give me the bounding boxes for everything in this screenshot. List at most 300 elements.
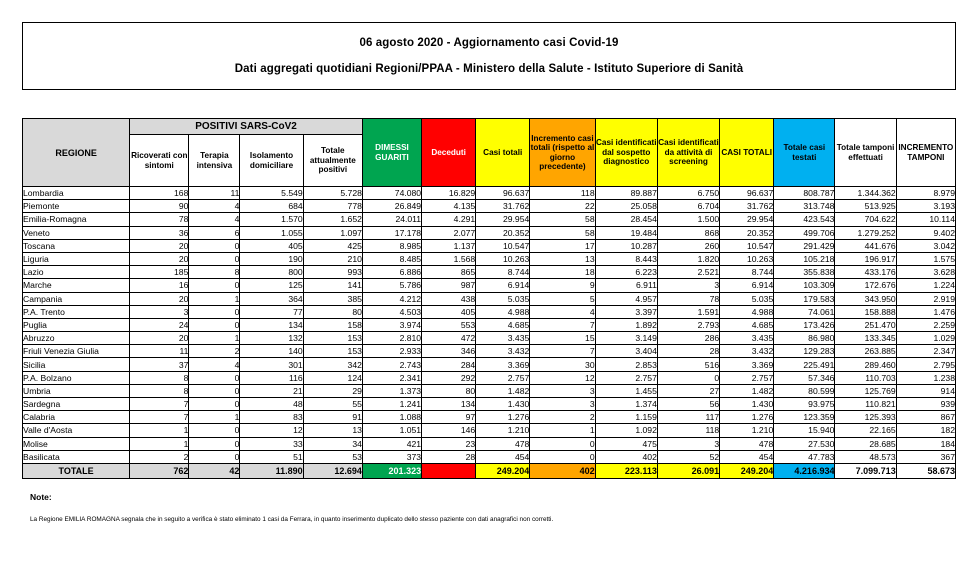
cell-value: 2	[130, 450, 189, 463]
cell-value: 1.159	[595, 411, 657, 424]
cell-value: 0	[530, 437, 595, 450]
notes-title: Note:	[30, 492, 52, 502]
cell-value: 5.786	[362, 279, 421, 292]
cell-value: 210	[303, 252, 362, 265]
cell-value: 134	[422, 398, 476, 411]
cell-value: 364	[240, 292, 303, 305]
cell-value: 939	[896, 398, 955, 411]
cell-value: 96.637	[720, 187, 774, 200]
cell-value: 153	[303, 332, 362, 345]
cell-value: 286	[657, 332, 719, 345]
cell-total-value: 26.091	[657, 463, 719, 478]
cell-value: 1.373	[362, 384, 421, 397]
cell-value: 4	[189, 358, 240, 371]
cell-value: 5.035	[720, 292, 774, 305]
header-deceduti: Deceduti	[422, 119, 476, 187]
cell-value: 1.088	[362, 411, 421, 424]
cell-value: 373	[362, 450, 421, 463]
cell-value: 1.374	[595, 398, 657, 411]
cell-regione: Lombardia	[23, 187, 130, 200]
cell-value: 15	[530, 332, 595, 345]
cell-value: 96.637	[476, 187, 530, 200]
cell-value: 83	[240, 411, 303, 424]
cell-value: 26.849	[362, 200, 421, 213]
cell-value: 3.404	[595, 345, 657, 358]
cell-value: 182	[896, 424, 955, 437]
cell-value: 3.432	[720, 345, 774, 358]
cell-value: 4	[189, 213, 240, 226]
cell-total-value: 4.216.934	[774, 463, 835, 478]
cell-regione: Abruzzo	[23, 332, 130, 345]
cell-value: 36	[130, 226, 189, 239]
cell-value: 0	[189, 384, 240, 397]
cell-regione: Basilicata	[23, 450, 130, 463]
cell-value: 153	[303, 345, 362, 358]
cell-value: 77	[240, 305, 303, 318]
cell-value: 20	[130, 332, 189, 345]
header-dimessi-guariti: DIMESSI GUARITI	[362, 119, 421, 187]
cell-value: 355.838	[774, 266, 835, 279]
cell-value: 12	[530, 371, 595, 384]
cell-value: 23	[422, 437, 476, 450]
cell-value: 173.426	[774, 318, 835, 331]
cell-value: 28.454	[595, 213, 657, 226]
cell-value: 1.430	[720, 398, 774, 411]
cell-value: 2.259	[896, 318, 955, 331]
cell-value: 441.676	[835, 239, 896, 252]
cell-value: 4	[530, 305, 595, 318]
cell-total-value: 223.113	[595, 463, 657, 478]
cell-value: 1.455	[595, 384, 657, 397]
cell-value: 74.080	[362, 187, 421, 200]
cell-value: 475	[595, 437, 657, 450]
cell-value: 29.954	[476, 213, 530, 226]
cell-value: 0	[189, 398, 240, 411]
cell-total-value: 249.204	[720, 463, 774, 478]
cell-regione: Piemonte	[23, 200, 130, 213]
cell-value: 9.402	[896, 226, 955, 239]
cell-value: 367	[896, 450, 955, 463]
cell-value: 24	[130, 318, 189, 331]
cell-value: 2.757	[476, 371, 530, 384]
cell-value: 1.137	[422, 239, 476, 252]
header-group-positivi: POSITIVI SARS-CoV2	[130, 119, 363, 135]
cell-value: 0	[657, 371, 719, 384]
cell-value: 1.224	[896, 279, 955, 292]
cell-value: 1.570	[240, 213, 303, 226]
cell-total-value: 7.099.713	[835, 463, 896, 478]
cell-value: 4.685	[720, 318, 774, 331]
cell-value: 2.743	[362, 358, 421, 371]
cell-value: 2	[530, 411, 595, 424]
cell-value: 118	[657, 424, 719, 437]
header-casi-totali-2: CASI TOTALI	[720, 119, 774, 187]
cell-value: 17.178	[362, 226, 421, 239]
cell-value: 684	[240, 200, 303, 213]
cell-value: 1.210	[476, 424, 530, 437]
cell-value: 90	[130, 200, 189, 213]
cell-value: 6.914	[720, 279, 774, 292]
cell-regione: P.A. Bolzano	[23, 371, 130, 384]
table-row	[23, 266, 956, 279]
cell-value: 19.484	[595, 226, 657, 239]
cell-value: 346	[422, 345, 476, 358]
cell-value: 3.369	[720, 358, 774, 371]
cell-value: 3.193	[896, 200, 955, 213]
cell-value: 5.549	[240, 187, 303, 200]
cell-value: 47.783	[774, 450, 835, 463]
cell-value: 190	[240, 252, 303, 265]
table-footer	[23, 463, 956, 478]
table-row	[23, 292, 956, 305]
cell-value: 125.769	[835, 384, 896, 397]
cell-value: 58	[530, 213, 595, 226]
cell-value: 7	[530, 345, 595, 358]
cell-value: 2.810	[362, 332, 421, 345]
table-row	[23, 450, 956, 463]
cell-value: 20	[130, 252, 189, 265]
cell-value: 1.344.362	[835, 187, 896, 200]
cell-value: 17	[530, 239, 595, 252]
cell-value: 3.435	[720, 332, 774, 345]
cell-value: 8.985	[362, 239, 421, 252]
cell-value: 10.114	[896, 213, 955, 226]
cell-value: 2.919	[896, 292, 955, 305]
cell-value: 8.979	[896, 187, 955, 200]
cell-value: 105.218	[774, 252, 835, 265]
cell-total-value: 762	[130, 463, 189, 478]
cell-total-value: 11.890	[240, 463, 303, 478]
cell-value: 8	[130, 371, 189, 384]
cell-total-value: 42	[189, 463, 240, 478]
cell-value: 3.974	[362, 318, 421, 331]
cell-value: 704.622	[835, 213, 896, 226]
table-row	[23, 398, 956, 411]
cell-value: 196.917	[835, 252, 896, 265]
report-subtitle: Dati aggregati quotidiani Regioni/PPAA - Ministero della Salute - Istituto Superiore di Sanità	[234, 63, 744, 75]
cell-value: 37	[130, 358, 189, 371]
cell-value: 0	[189, 252, 240, 265]
cell-value: 4.685	[476, 318, 530, 331]
cell-value: 1.241	[362, 398, 421, 411]
table-row	[23, 187, 956, 200]
cell-value: 1.276	[720, 411, 774, 424]
cell-value: 86.980	[774, 332, 835, 345]
cell-value: 423.543	[774, 213, 835, 226]
header-ricoverati: Ricoverati con sintomi	[130, 135, 189, 187]
header-totale-attualmente-positivi: Totale attualmente positivi	[303, 135, 362, 187]
cell-value: 6.704	[657, 200, 719, 213]
table-row	[23, 318, 956, 331]
cell-value: 6	[189, 226, 240, 239]
cell-value: 1.055	[240, 226, 303, 239]
cell-value: 16	[130, 279, 189, 292]
cell-value: 24.011	[362, 213, 421, 226]
cell-value: 1.029	[896, 332, 955, 345]
cell-value: 2.757	[720, 371, 774, 384]
cell-value: 27	[657, 384, 719, 397]
cell-value: 20.352	[476, 226, 530, 239]
header-totale-tamponi: Totale tamponi effettuati	[835, 119, 896, 187]
cell-value: 7	[530, 318, 595, 331]
cell-value: 1.097	[303, 226, 362, 239]
cell-value: 1.430	[476, 398, 530, 411]
cell-value: 1	[189, 292, 240, 305]
cell-value: 1.238	[896, 371, 955, 384]
cell-value: 134	[240, 318, 303, 331]
cell-value: 3.149	[595, 332, 657, 345]
table-row	[23, 200, 956, 213]
cell-value: 31.762	[720, 200, 774, 213]
cell-value: 78	[657, 292, 719, 305]
cell-value: 129.283	[774, 345, 835, 358]
table-row	[23, 279, 956, 292]
header-totale-casi-testati: Totale casi testati	[774, 119, 835, 187]
cell-value: 8.744	[720, 266, 774, 279]
cell-value: 1.482	[476, 384, 530, 397]
table-row	[23, 437, 956, 450]
cell-value: 1	[189, 332, 240, 345]
covid-regions-table	[22, 118, 956, 479]
cell-value: 1.568	[422, 252, 476, 265]
cell-value: 51	[240, 450, 303, 463]
cell-value: 6.911	[595, 279, 657, 292]
cell-regione: Veneto	[23, 226, 130, 239]
cell-value: 292	[422, 371, 476, 384]
cell-value: 2	[189, 345, 240, 358]
header-casi-totali: Casi totali	[476, 119, 530, 187]
header-incremento-tamponi: INCREMENTO TAMPONI	[896, 119, 955, 187]
cell-value: 6.223	[595, 266, 657, 279]
cell-value: 0	[189, 239, 240, 252]
cell-value: 0	[189, 305, 240, 318]
cell-value: 123.359	[774, 411, 835, 424]
cell-value: 3	[657, 437, 719, 450]
cell-value: 12	[240, 424, 303, 437]
table-row	[23, 384, 956, 397]
cell-value: 385	[303, 292, 362, 305]
table-row	[23, 411, 956, 424]
cell-value: 2.757	[595, 371, 657, 384]
table-row	[23, 252, 956, 265]
cell-value: 516	[657, 358, 719, 371]
cell-value: 13	[530, 252, 595, 265]
cell-value: 454	[476, 450, 530, 463]
cell-value: 117	[657, 411, 719, 424]
cell-value: 868	[657, 226, 719, 239]
cell-value: 10.547	[720, 239, 774, 252]
cell-value: 8	[189, 266, 240, 279]
cell-value: 53	[303, 450, 362, 463]
cell-value: 1.892	[595, 318, 657, 331]
cell-total-value: 201.323	[362, 463, 421, 478]
cell-value: 3.435	[476, 332, 530, 345]
cell-value: 118	[530, 187, 595, 200]
cell-value: 29	[303, 384, 362, 397]
cell-value: 30	[530, 358, 595, 371]
cell-value: 865	[422, 266, 476, 279]
notes-text: La Regione EMILIA ROMAGNA segnala che in seguito a verifica è stato eliminato 1 casi da Ferrara, in quanto inserimento duplicato dello stesso paziente con dati anagrafici non corretti.	[30, 516, 554, 523]
cell-value: 28	[657, 345, 719, 358]
cell-regione: Toscana	[23, 239, 130, 252]
cell-value: 110.703	[835, 371, 896, 384]
cell-value: 58	[530, 226, 595, 239]
cell-value: 4.291	[422, 213, 476, 226]
cell-value: 9	[530, 279, 595, 292]
cell-value: 3.628	[896, 266, 955, 279]
cell-value: 20	[130, 292, 189, 305]
cell-value: 313.748	[774, 200, 835, 213]
table-row	[23, 213, 956, 226]
cell-total-label: TOTALE	[23, 463, 130, 478]
table-row	[23, 332, 956, 345]
cell-value: 132	[240, 332, 303, 345]
cell-value: 0	[530, 450, 595, 463]
cell-value: 438	[422, 292, 476, 305]
cell-value: 172.676	[835, 279, 896, 292]
cell-value: 10.287	[595, 239, 657, 252]
cell-value: 1.279.252	[835, 226, 896, 239]
cell-total-value: 58.673	[896, 463, 955, 478]
cell-value: 146	[422, 424, 476, 437]
cell-value: 513.925	[835, 200, 896, 213]
cell-value: 78	[130, 213, 189, 226]
cell-value: 34	[303, 437, 362, 450]
cell-value: 2.933	[362, 345, 421, 358]
cell-regione: Sicilia	[23, 358, 130, 371]
cell-value: 28	[422, 450, 476, 463]
cell-value: 2.341	[362, 371, 421, 384]
cell-value: 867	[896, 411, 955, 424]
cell-value: 499.706	[774, 226, 835, 239]
cell-value: 185	[130, 266, 189, 279]
table-row	[23, 345, 956, 358]
cell-total-value: 12.694	[303, 463, 362, 478]
cell-value: 472	[422, 332, 476, 345]
cell-value: 141	[303, 279, 362, 292]
cell-value: 22	[530, 200, 595, 213]
cell-value: 808.787	[774, 187, 835, 200]
header-incremento-casi-totali: Incremento casi totali (rispetto al giorno precedente)	[530, 119, 595, 187]
cell-value: 478	[476, 437, 530, 450]
cell-value: 2.853	[595, 358, 657, 371]
cell-value: 1	[189, 411, 240, 424]
cell-value: 1.051	[362, 424, 421, 437]
header-regione: REGIONE	[23, 119, 130, 187]
cell-value: 4.212	[362, 292, 421, 305]
cell-value: 10.547	[476, 239, 530, 252]
cell-value: 25.058	[595, 200, 657, 213]
cell-value: 158	[303, 318, 362, 331]
cell-regione: Emilia-Romagna	[23, 213, 130, 226]
cell-value: 3.397	[595, 305, 657, 318]
notes-section	[30, 492, 950, 524]
cell-value: 225.491	[774, 358, 835, 371]
cell-value: 3.369	[476, 358, 530, 371]
cell-value: 263.885	[835, 345, 896, 358]
cell-total-value: 402	[530, 463, 595, 478]
table-row	[23, 305, 956, 318]
cell-value: 15.940	[774, 424, 835, 437]
cell-value: 0	[189, 279, 240, 292]
cell-value: 10.263	[720, 252, 774, 265]
cell-value: 27.530	[774, 437, 835, 450]
table-row	[23, 239, 956, 252]
cell-total-value: 35.187	[422, 463, 476, 478]
cell-value: 21	[240, 384, 303, 397]
cell-regione: Umbria	[23, 384, 130, 397]
table-row	[23, 371, 956, 384]
cell-value: 1.092	[595, 424, 657, 437]
report-title: 06 agosto 2020 - Aggiornamento casi Covid-19	[359, 37, 619, 49]
cell-regione: Calabria	[23, 411, 130, 424]
cell-value: 1.652	[303, 213, 362, 226]
cell-regione: Puglia	[23, 318, 130, 331]
cell-value: 4.988	[720, 305, 774, 318]
cell-value: 55	[303, 398, 362, 411]
cell-value: 553	[422, 318, 476, 331]
cell-value: 11	[189, 187, 240, 200]
cell-value: 284	[422, 358, 476, 371]
cell-value: 124	[303, 371, 362, 384]
cell-value: 421	[362, 437, 421, 450]
cell-value: 1.575	[896, 252, 955, 265]
cell-value: 110.821	[835, 398, 896, 411]
cell-value: 3	[130, 305, 189, 318]
cell-value: 291.429	[774, 239, 835, 252]
cell-value: 168	[130, 187, 189, 200]
cell-regione: Liguria	[23, 252, 130, 265]
cell-value: 52	[657, 450, 719, 463]
table-row	[23, 424, 956, 437]
cell-value: 1	[130, 437, 189, 450]
cell-value: 29.954	[720, 213, 774, 226]
cell-value: 10.263	[476, 252, 530, 265]
cell-value: 289.460	[835, 358, 896, 371]
table-body	[23, 187, 956, 464]
cell-value: 4.988	[476, 305, 530, 318]
cell-value: 251.470	[835, 318, 896, 331]
cell-value: 778	[303, 200, 362, 213]
cell-value: 74.061	[774, 305, 835, 318]
cell-regione: Molise	[23, 437, 130, 450]
cell-value: 987	[422, 279, 476, 292]
cell-value: 2.795	[896, 358, 955, 371]
cell-regione: Valle d'Aosta	[23, 424, 130, 437]
cell-value: 1.820	[657, 252, 719, 265]
cell-regione: Sardegna	[23, 398, 130, 411]
cell-value: 4.957	[595, 292, 657, 305]
cell-value: 22.165	[835, 424, 896, 437]
cell-value: 125	[240, 279, 303, 292]
header-casi-sospetto-diagnostico: Casi identificati dal sospetto diagnostico	[595, 119, 657, 187]
cell-value: 8.485	[362, 252, 421, 265]
cell-value: 4.503	[362, 305, 421, 318]
cell-value: 5.728	[303, 187, 362, 200]
cell-value: 1.276	[476, 411, 530, 424]
cell-value: 0	[189, 437, 240, 450]
cell-value: 8	[130, 384, 189, 397]
header-casi-screening: Casi identificati da attività di screening	[657, 119, 719, 187]
cell-value: 405	[240, 239, 303, 252]
cell-value: 0	[189, 450, 240, 463]
cell-value: 478	[720, 437, 774, 450]
cell-value: 800	[240, 266, 303, 279]
cell-value: 1	[130, 424, 189, 437]
cell-value: 13	[303, 424, 362, 437]
cell-regione: Campania	[23, 292, 130, 305]
cell-value: 3.432	[476, 345, 530, 358]
